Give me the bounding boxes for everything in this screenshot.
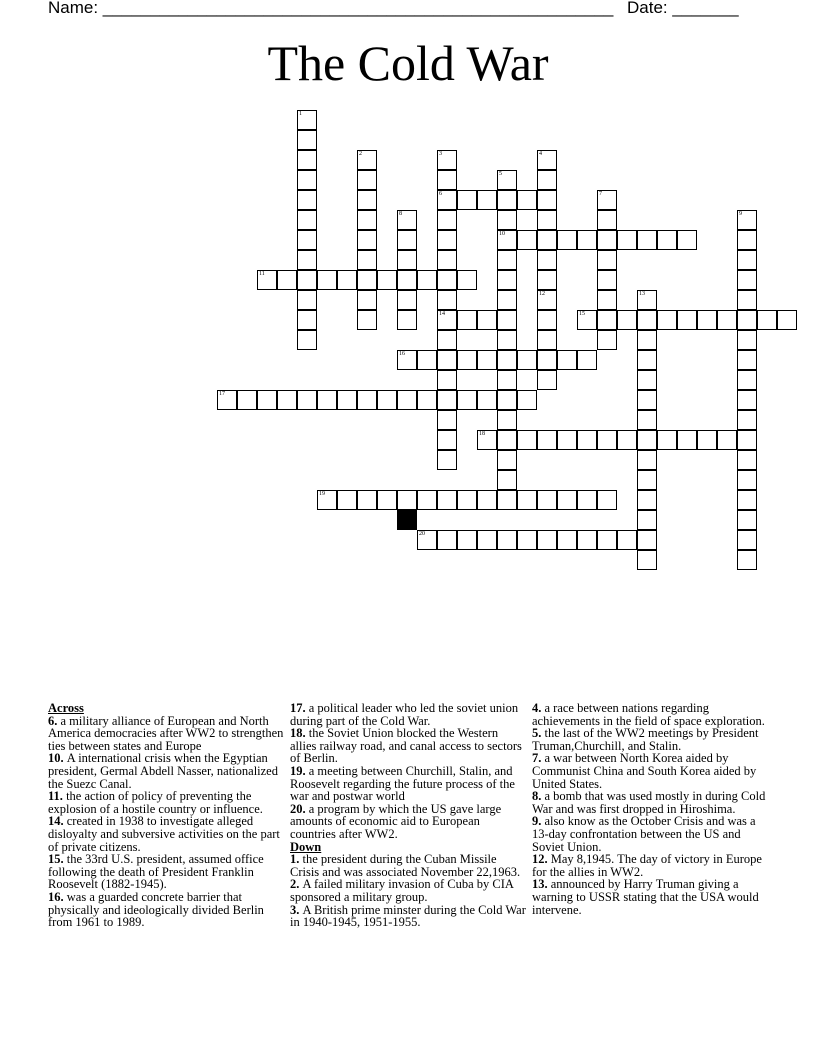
name-field-label: Name: ______________________________________________________ [48,0,614,17]
crossword-cell[interactable] [537,330,557,350]
crossword-cell[interactable] [417,390,437,410]
down-clue [532,752,768,790]
crossword-cell[interactable] [597,250,617,270]
clues-column-3 [532,702,768,916]
crossword-cell[interactable] [617,430,637,450]
crossword-cell[interactable] [437,350,457,370]
crossword-cell[interactable] [737,530,757,550]
crossword-cell[interactable] [577,490,597,510]
crossword-cell[interactable] [537,350,557,370]
clue-number: 5 [499,171,502,177]
crossword-cell[interactable] [737,430,757,450]
crossword-cell[interactable] [257,390,277,410]
crossword-cell[interactable] [417,490,437,510]
across-clue [290,803,526,841]
crossword-cell[interactable] [677,310,697,330]
crossword-cell[interactable] [617,530,637,550]
crossword-cell[interactable] [537,530,557,550]
crossword-cell[interactable] [537,430,557,450]
black-cell [397,510,417,530]
across-clue [48,790,286,815]
down-clue [532,853,768,878]
crossword-cell[interactable] [477,350,497,370]
crossword-cell[interactable] [537,270,557,290]
crossword-cell[interactable] [237,390,257,410]
crossword-cell[interactable] [637,510,657,530]
across-clue-list-cont [290,702,526,841]
clue-num: 7. [532,751,545,766]
crossword-cell[interactable] [697,430,717,450]
crossword-cell[interactable] [437,370,457,390]
clue-num: 5. [532,726,545,741]
clue-text: the president during the Cuban Missile Crisis and was associated November 22,1963. [290,852,521,879]
crossword-cell[interactable] [737,330,757,350]
crossword-cell[interactable] [497,350,517,370]
crossword-cell[interactable] [597,490,617,510]
clue-number: 6 [439,191,442,197]
crossword-cell[interactable] [437,310,457,330]
crossword-cell[interactable] [737,270,757,290]
crossword-cell[interactable] [737,370,757,390]
crossword-cell[interactable] [597,190,617,210]
crossword-cell[interactable] [477,390,497,410]
clue-num: 1. [290,852,303,867]
crossword-cell[interactable] [297,270,317,290]
crossword-cell[interactable] [497,250,517,270]
down-clue [532,790,768,815]
crossword-cell[interactable] [397,230,417,250]
crossword-cell[interactable] [737,350,757,370]
crossword-cell[interactable] [557,350,577,370]
crossword-cell[interactable] [757,310,777,330]
crossword-cell[interactable] [277,270,297,290]
crossword-cell[interactable] [577,430,597,450]
crossword-cell[interactable] [637,430,657,450]
crossword-cell[interactable] [637,330,657,350]
crossword-cell[interactable] [657,310,677,330]
clue-num: 14. [48,814,67,829]
crossword-cell[interactable] [497,450,517,470]
crossword-cell[interactable] [357,290,377,310]
crossword-cell[interactable] [357,170,377,190]
crossword-cell[interactable] [457,530,477,550]
clue-text: the action of policy of preventing the explosion of a hostile country or influence. [48,789,263,816]
clue-number: 1 [299,111,302,117]
crossword-cell[interactable] [497,490,517,510]
crossword-cell[interactable] [637,470,657,490]
crossword-cell[interactable] [737,450,757,470]
crossword-cell[interactable] [637,530,657,550]
crossword-cell[interactable] [597,230,617,250]
crossword-cell[interactable] [517,490,537,510]
crossword-cell[interactable] [477,490,497,510]
crossword-cell[interactable] [637,350,657,370]
clue-number: 15 [579,311,585,317]
crossword-cell[interactable] [777,310,797,330]
crossword-cell[interactable] [497,210,517,230]
crossword-cell[interactable] [497,430,517,450]
clue-num: 10. [48,751,67,766]
clue-text: announced by Harry Truman giving a warning to USSR stating that the USA would intervene. [532,877,759,917]
crossword-cell[interactable] [297,250,317,270]
crossword-cell[interactable] [397,390,417,410]
crossword-cell[interactable] [357,390,377,410]
crossword-cell[interactable] [357,210,377,230]
crossword-cell[interactable] [377,390,397,410]
crossword-cell[interactable] [377,490,397,510]
crossword-cell[interactable] [637,450,657,470]
crossword-cell[interactable] [317,490,337,510]
crossword-cell[interactable] [737,210,757,230]
down-clue-list-cont [532,702,768,916]
clue-num: 13. [532,877,551,892]
crossword-cell[interactable] [497,470,517,490]
crossword-cell[interactable] [577,350,597,370]
crossword-cell[interactable] [577,310,597,330]
clue-num: 15. [48,852,67,867]
crossword-cell[interactable] [297,230,317,250]
clue-number: 20 [419,531,425,537]
down-clue [290,878,526,903]
clue-num: 18. [290,726,309,741]
across-clue [48,715,286,753]
crossword-cell[interactable] [637,390,657,410]
crossword-cell[interactable] [557,430,577,450]
crossword-cell[interactable] [457,270,477,290]
crossword-cell[interactable] [297,330,317,350]
clue-text: the 33rd U.S. president, assumed office following the death of President Franklin Roosevelt (1882-1945). [48,852,264,892]
down-clue [532,815,768,853]
clue-number: 3 [439,151,442,157]
clues-column-2 [290,702,526,929]
crossword-cell[interactable] [497,410,517,430]
crossword-cell[interactable] [517,530,537,550]
clue-number: 13 [639,291,645,297]
crossword-cell[interactable] [637,550,657,570]
crossword-cell[interactable] [657,230,677,250]
crossword-cell[interactable] [297,130,317,150]
clue-number: 16 [399,351,405,357]
crossword-cell[interactable] [437,450,457,470]
crossword-cell[interactable] [637,230,657,250]
across-clue [290,727,526,765]
crossword-cell[interactable] [597,530,617,550]
across-clue [290,765,526,803]
crossword-cell[interactable] [457,310,477,330]
clue-number: 4 [539,151,542,157]
across-clue-list [48,715,286,929]
across-clue [48,815,286,853]
crossword-cell[interactable] [357,190,377,210]
clue-num: 8. [532,789,545,804]
clue-text: a war between North Korea aided by Communist China and South Korea aided by United States. [532,751,757,791]
crossword-cell[interactable] [677,230,697,250]
crossword-cell[interactable] [297,190,317,210]
crossword-cell[interactable] [477,530,497,550]
crossword-cell[interactable] [517,390,537,410]
crossword-cell[interactable] [517,230,537,250]
crossword-cell[interactable] [577,530,597,550]
down-clue [290,853,526,878]
clue-text: A British prime minster during the Cold War in 1940-1945, 1951-1955. [290,902,526,930]
crossword-cell[interactable] [497,370,517,390]
crossword-cell[interactable] [417,350,437,370]
crossword-cell[interactable] [297,390,317,410]
crossword-cell[interactable] [677,430,697,450]
crossword-cell[interactable] [717,310,737,330]
crossword-cell[interactable] [397,310,417,330]
crossword-cell[interactable] [477,310,497,330]
clue-num: 19. [290,763,309,778]
crossword-cell[interactable] [697,310,717,330]
clue-num: 4. [532,701,545,715]
clue-num: 6. [48,713,61,728]
crossword-cell[interactable] [437,390,457,410]
clue-num: 11. [48,789,67,804]
crossword-cell[interactable] [457,350,477,370]
clue-text: created in 1938 to investigate alleged disloyalty and subversive activities on the part of private citizens. [48,814,280,854]
crossword-cell[interactable] [737,550,757,570]
crossword-cell[interactable] [737,490,757,510]
crossword-cell[interactable] [437,270,457,290]
crossword-cell[interactable] [557,490,577,510]
crossword-cell[interactable] [597,430,617,450]
crossword-cell[interactable] [597,210,617,230]
crossword-cell[interactable] [437,330,457,350]
down-clue-list [290,853,526,929]
crossword-cell[interactable] [597,330,617,350]
crossword-cell[interactable] [537,210,557,230]
crossword-cell[interactable] [437,290,457,310]
crossword-cell[interactable] [217,390,237,410]
crossword-cell[interactable] [377,270,397,290]
across-clue [290,702,526,727]
crossword-cell[interactable] [297,150,317,170]
clue-text: a political leader who led the soviet union during part of the Cold War. [290,701,519,728]
crossword-cell[interactable] [437,170,457,190]
crossword-cell[interactable] [437,150,457,170]
crossword-cell[interactable] [357,310,377,330]
crossword-cell[interactable] [297,210,317,230]
crossword-cell[interactable] [637,310,657,330]
clue-number: 19 [319,491,325,497]
clue-text: a meeting between Churchill, Stalin, and Roosevelt regarding the future process of the war and postwar world [290,763,515,804]
crossword-cell[interactable] [617,230,637,250]
crossword-cell[interactable] [597,290,617,310]
crossword-cell[interactable] [457,490,477,510]
crossword-cell[interactable] [537,250,557,270]
clue-text: the Soviet Union blocked the Western allies railway road, and canal access to sectors of Berlin. [290,726,522,766]
crossword-cell[interactable] [357,230,377,250]
crossword-cell[interactable] [517,350,537,370]
crossword-cell[interactable] [737,510,757,530]
crossword-cell[interactable] [557,530,577,550]
crossword-cell[interactable] [497,310,517,330]
crossword-cell[interactable] [337,270,357,290]
crossword-cell[interactable] [537,230,557,250]
crossword-cell[interactable] [537,150,557,170]
crossword-cell[interactable] [417,270,437,290]
down-clue [532,878,768,916]
crossword-cell[interactable] [617,310,637,330]
crossword-cell[interactable] [397,490,417,510]
across-heading: Across [48,701,84,715]
crossword-cell[interactable] [497,330,517,350]
crossword-cell[interactable] [457,390,477,410]
crossword-cell[interactable] [477,190,497,210]
crossword-cell[interactable] [417,530,437,550]
down-clue [532,702,768,727]
crossword-cell[interactable] [497,530,517,550]
crossword-cell[interactable] [337,490,357,510]
crossword-cell[interactable] [497,270,517,290]
crossword-cell[interactable] [537,310,557,330]
clue-num: 20. [290,801,309,816]
crossword-cell[interactable] [637,290,657,310]
clue-text: a race between nations regarding achievements in the field of space exploration. [532,701,765,728]
clues-column-1 [48,702,286,929]
crossword-cell[interactable] [537,170,557,190]
crossword-cell[interactable] [297,110,317,130]
crossword-cell[interactable] [297,170,317,190]
clue-num: 2. [290,877,303,892]
clue-number: 12 [539,291,545,297]
page-title: The Cold War [267,35,549,91]
clue-number: 17 [219,391,225,397]
crossword-cell[interactable] [397,250,417,270]
crossword-cell[interactable] [497,290,517,310]
crossword-cell[interactable] [357,250,377,270]
across-clue [48,891,286,929]
clue-num: 9. [532,814,545,829]
clue-text: May 8,1945. The day of victory in Europe for the allies in WW2. [532,852,762,879]
crossword-cell[interactable] [737,410,757,430]
crossword-cell[interactable] [297,310,317,330]
crossword-cell[interactable] [737,230,757,250]
clue-number: 14 [439,311,445,317]
crossword-cell[interactable] [317,270,337,290]
down-clue [532,727,768,752]
crossword-cell[interactable] [317,390,337,410]
crossword-cell[interactable] [497,190,517,210]
crossword-cell[interactable] [437,490,457,510]
crossword-cell[interactable] [397,210,417,230]
crossword-cell[interactable] [277,390,297,410]
clue-number: 2 [359,151,362,157]
crossword-cell[interactable] [457,190,477,210]
crossword-cell[interactable] [737,470,757,490]
crossword-cell[interactable] [657,430,677,450]
date-field-label: Date: _______ [627,0,739,17]
clue-text: a program by which the US gave large amounts of economic aid to European countries after WW2. [290,801,502,841]
crossword-cell[interactable] [437,190,457,210]
crossword-cell[interactable] [257,270,277,290]
crossword-cell[interactable] [537,490,557,510]
across-clue [48,752,286,790]
crossword-cell[interactable] [717,430,737,450]
crossword-cell[interactable] [297,290,317,310]
crossword-cell[interactable] [637,490,657,510]
down-clue [290,904,526,929]
clue-number: 7 [599,191,602,197]
crossword-cell[interactable] [437,530,457,550]
crossword-cell[interactable] [357,270,377,290]
crossword-cell[interactable] [597,310,617,330]
clue-num: 3. [290,902,303,917]
clue-num: 17. [290,701,309,715]
crossword-cell[interactable] [517,430,537,450]
crossword-cell[interactable] [497,390,517,410]
clue-text: A failed military invasion of Cuba by CIA sponsored a military group. [290,877,514,904]
crossword-cell[interactable] [437,430,457,450]
down-heading: Down [290,839,322,854]
crossword-cell[interactable] [737,390,757,410]
crossword-cell[interactable] [497,170,517,190]
crossword-cell[interactable] [437,210,457,230]
clue-text: A international crisis when the Egyptian president, Germal Abdell Nasser, nationalized the Suezc Canal. [48,751,278,791]
clue-text: a bomb that was used mostly in during Cold War and was first dropped in Hiroshima. [532,789,766,816]
crossword-cell[interactable] [397,290,417,310]
crossword-cell[interactable] [437,250,457,270]
crossword-cell[interactable] [577,230,597,250]
crossword-cell[interactable] [337,390,357,410]
clue-text: the last of the WW2 meetings by President Truman,Churchill, and Stalin. [532,726,759,753]
clue-text: a military alliance of European and North America democracies after WW2 to strengthen ties between states and Europe [48,713,284,753]
crossword-cell[interactable] [637,410,657,430]
clue-number: 9 [739,211,742,217]
clue-number: 8 [399,211,402,217]
crossword-cell[interactable] [497,230,517,250]
crossword-cell[interactable] [537,190,557,210]
crossword-cell[interactable] [557,230,577,250]
crossword-cell[interactable] [737,290,757,310]
clue-number: 10 [499,231,505,237]
crossword-cell[interactable] [737,310,757,330]
crossword-cell[interactable] [357,490,377,510]
crossword-cell[interactable] [517,190,537,210]
crossword-cell[interactable] [397,270,417,290]
crossword-cell[interactable] [437,230,457,250]
clue-num: 12. [532,852,551,867]
crossword-cell[interactable] [737,250,757,270]
across-clue [48,853,286,891]
crossword-cell[interactable] [537,290,557,310]
clue-number: 18 [479,431,485,437]
crossword-cell[interactable] [597,270,617,290]
crossword-cell[interactable] [637,370,657,390]
crossword-cell[interactable] [537,370,557,390]
clue-text: also know as the October Crisis and was a 13-day confrontation between the US and Soviet Union. [532,814,756,854]
clue-number: 11 [259,271,265,277]
crossword-cell[interactable] [357,150,377,170]
clue-num: 16. [48,889,67,904]
crossword-cell[interactable] [477,430,497,450]
crossword-cell[interactable] [397,350,417,370]
clue-text: was a guarded concrete barrier that physically and ideologically divided Berlin from 1961 to 1989. [48,889,264,930]
crossword-cell[interactable] [437,410,457,430]
